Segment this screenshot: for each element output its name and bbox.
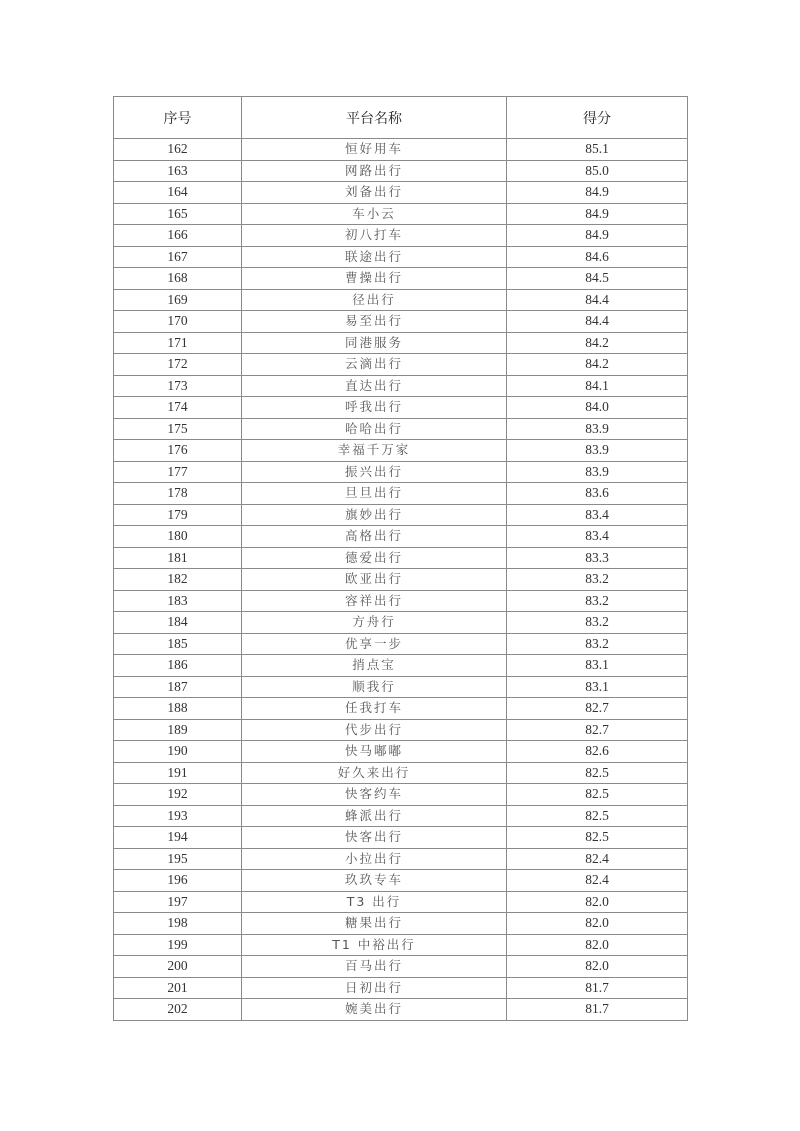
table-row (114, 870, 688, 892)
platform-name-cell: 德爱出行 (242, 547, 507, 569)
platform-name-cell: 幸福千万家 (242, 440, 507, 462)
table-header-row (114, 97, 688, 139)
platform-name-cell: 快客约车 (242, 784, 507, 806)
platform-name-cell: 旦旦出行 (242, 483, 507, 505)
score-cell: 82.7 (507, 719, 688, 741)
table-row (114, 418, 688, 440)
platform-name-cell: 刘备出行 (242, 182, 507, 204)
table-row (114, 332, 688, 354)
score-cell: 84.5 (507, 268, 688, 290)
serial-number-cell: 183 (114, 590, 242, 612)
table-row (114, 741, 688, 763)
table-row (114, 784, 688, 806)
score-cell: 83.2 (507, 633, 688, 655)
serial-number-cell: 190 (114, 741, 242, 763)
platform-name-cell: 初八打车 (242, 225, 507, 247)
platform-name-cell: T1 中裕出行 (242, 934, 507, 956)
table-row (114, 182, 688, 204)
platform-name-cell: 糖果出行 (242, 913, 507, 935)
serial-number-cell: 180 (114, 526, 242, 548)
serial-number-cell: 186 (114, 655, 242, 677)
score-cell: 84.9 (507, 225, 688, 247)
table-row (114, 160, 688, 182)
header-platform-name: 平台名称 (242, 97, 507, 139)
platform-name-cell: 任我打车 (242, 698, 507, 720)
serial-number-cell: 171 (114, 332, 242, 354)
platform-name-cell: 高格出行 (242, 526, 507, 548)
score-cell: 84.9 (507, 182, 688, 204)
serial-number-cell: 200 (114, 956, 242, 978)
platform-name-cell: 联途出行 (242, 246, 507, 268)
score-cell: 82.0 (507, 956, 688, 978)
platform-name-cell: 捎点宝 (242, 655, 507, 677)
table-row (114, 676, 688, 698)
score-cell: 82.7 (507, 698, 688, 720)
score-cell: 83.1 (507, 676, 688, 698)
score-cell: 83.4 (507, 504, 688, 526)
platform-name-cell: 百马出行 (242, 956, 507, 978)
score-cell: 83.2 (507, 569, 688, 591)
serial-number-cell: 163 (114, 160, 242, 182)
serial-number-cell: 191 (114, 762, 242, 784)
table-row (114, 719, 688, 741)
table-row (114, 956, 688, 978)
score-cell: 83.3 (507, 547, 688, 569)
serial-number-cell: 173 (114, 375, 242, 397)
table-row (114, 440, 688, 462)
platform-name-cell: 振兴出行 (242, 461, 507, 483)
score-cell: 82.0 (507, 913, 688, 935)
serial-number-cell: 174 (114, 397, 242, 419)
table-row (114, 590, 688, 612)
table-row (114, 891, 688, 913)
score-cell: 84.1 (507, 375, 688, 397)
platform-name-cell: 小拉出行 (242, 848, 507, 870)
header-score: 得分 (507, 97, 688, 139)
table-row (114, 526, 688, 548)
serial-number-cell: 169 (114, 289, 242, 311)
platform-name-cell: 云滴出行 (242, 354, 507, 376)
score-cell: 84.2 (507, 354, 688, 376)
platform-name-cell: 方舟行 (242, 612, 507, 634)
score-cell: 83.1 (507, 655, 688, 677)
platform-name-cell: 直达出行 (242, 375, 507, 397)
serial-number-cell: 170 (114, 311, 242, 333)
score-cell: 83.2 (507, 612, 688, 634)
platform-name-cell: 同港服务 (242, 332, 507, 354)
platform-name-cell: 日初出行 (242, 977, 507, 999)
table-row (114, 268, 688, 290)
score-cell: 82.5 (507, 827, 688, 849)
score-cell: 85.1 (507, 139, 688, 161)
table-row (114, 612, 688, 634)
serial-number-cell: 199 (114, 934, 242, 956)
table-body (114, 139, 688, 1021)
score-cell: 83.4 (507, 526, 688, 548)
table-row (114, 311, 688, 333)
table-row (114, 461, 688, 483)
serial-number-cell: 168 (114, 268, 242, 290)
score-cell: 81.7 (507, 999, 688, 1021)
table-row (114, 504, 688, 526)
table-row (114, 375, 688, 397)
serial-number-cell: 176 (114, 440, 242, 462)
serial-number-cell: 201 (114, 977, 242, 999)
table-row (114, 289, 688, 311)
table-row (114, 934, 688, 956)
serial-number-cell: 196 (114, 870, 242, 892)
platform-name-cell: 易至出行 (242, 311, 507, 333)
table-row (114, 762, 688, 784)
platform-name-cell: 快马嘟嘟 (242, 741, 507, 763)
table-row (114, 547, 688, 569)
table-row (114, 805, 688, 827)
score-cell: 82.0 (507, 891, 688, 913)
platform-name-cell: 容祥出行 (242, 590, 507, 612)
serial-number-cell: 167 (114, 246, 242, 268)
platform-name-cell: 好久来出行 (242, 762, 507, 784)
table-row (114, 848, 688, 870)
score-cell: 82.6 (507, 741, 688, 763)
serial-number-cell: 177 (114, 461, 242, 483)
serial-number-cell: 175 (114, 418, 242, 440)
table-row (114, 225, 688, 247)
serial-number-cell: 178 (114, 483, 242, 505)
serial-number-cell: 193 (114, 805, 242, 827)
score-cell: 83.6 (507, 483, 688, 505)
score-cell: 83.2 (507, 590, 688, 612)
table-row (114, 246, 688, 268)
platform-name-cell: 代步出行 (242, 719, 507, 741)
table-row (114, 655, 688, 677)
serial-number-cell: 194 (114, 827, 242, 849)
serial-number-cell: 198 (114, 913, 242, 935)
score-cell: 82.5 (507, 762, 688, 784)
serial-number-cell: 188 (114, 698, 242, 720)
platform-name-cell: 优享一步 (242, 633, 507, 655)
score-cell: 83.9 (507, 461, 688, 483)
serial-number-cell: 162 (114, 139, 242, 161)
serial-number-cell: 185 (114, 633, 242, 655)
score-cell: 84.4 (507, 311, 688, 333)
score-cell: 82.5 (507, 805, 688, 827)
serial-number-cell: 166 (114, 225, 242, 247)
score-cell: 81.7 (507, 977, 688, 999)
platform-name-cell: 恒好用车 (242, 139, 507, 161)
platform-name-cell: 顺我行 (242, 676, 507, 698)
serial-number-cell: 187 (114, 676, 242, 698)
table-row (114, 827, 688, 849)
score-cell: 82.5 (507, 784, 688, 806)
table-row (114, 633, 688, 655)
platform-name-cell: T3 出行 (242, 891, 507, 913)
platform-name-cell: 车小云 (242, 203, 507, 225)
score-cell: 84.4 (507, 289, 688, 311)
serial-number-cell: 192 (114, 784, 242, 806)
score-cell: 84.6 (507, 246, 688, 268)
table-row (114, 139, 688, 161)
table-row (114, 354, 688, 376)
serial-number-cell: 164 (114, 182, 242, 204)
score-cell: 83.9 (507, 418, 688, 440)
score-cell: 82.0 (507, 934, 688, 956)
serial-number-cell: 181 (114, 547, 242, 569)
platform-name-cell: 曹操出行 (242, 268, 507, 290)
serial-number-cell: 182 (114, 569, 242, 591)
score-cell: 84.9 (507, 203, 688, 225)
platform-name-cell: 快客出行 (242, 827, 507, 849)
serial-number-cell: 197 (114, 891, 242, 913)
score-cell: 83.9 (507, 440, 688, 462)
platform-name-cell: 蜂派出行 (242, 805, 507, 827)
header-serial-number: 序号 (114, 97, 242, 139)
platform-name-cell: 径出行 (242, 289, 507, 311)
score-cell: 84.0 (507, 397, 688, 419)
platform-name-cell: 婉美出行 (242, 999, 507, 1021)
table-row (114, 698, 688, 720)
table-row (114, 569, 688, 591)
score-cell: 85.0 (507, 160, 688, 182)
platform-name-cell: 网路出行 (242, 160, 507, 182)
serial-number-cell: 195 (114, 848, 242, 870)
table-row (114, 203, 688, 225)
platform-name-cell: 哈哈出行 (242, 418, 507, 440)
table-row (114, 977, 688, 999)
score-cell: 84.2 (507, 332, 688, 354)
serial-number-cell: 202 (114, 999, 242, 1021)
serial-number-cell: 172 (114, 354, 242, 376)
platform-name-cell: 玖玖专车 (242, 870, 507, 892)
table-row (114, 913, 688, 935)
table-row (114, 999, 688, 1021)
platform-name-cell: 欧亚出行 (242, 569, 507, 591)
score-cell: 82.4 (507, 870, 688, 892)
table-row (114, 483, 688, 505)
platform-name-cell: 旗妙出行 (242, 504, 507, 526)
table-row (114, 397, 688, 419)
serial-number-cell: 184 (114, 612, 242, 634)
serial-number-cell: 179 (114, 504, 242, 526)
platform-name-cell: 呼我出行 (242, 397, 507, 419)
serial-number-cell: 165 (114, 203, 242, 225)
ranking-table (113, 96, 688, 1021)
serial-number-cell: 189 (114, 719, 242, 741)
score-cell: 82.4 (507, 848, 688, 870)
